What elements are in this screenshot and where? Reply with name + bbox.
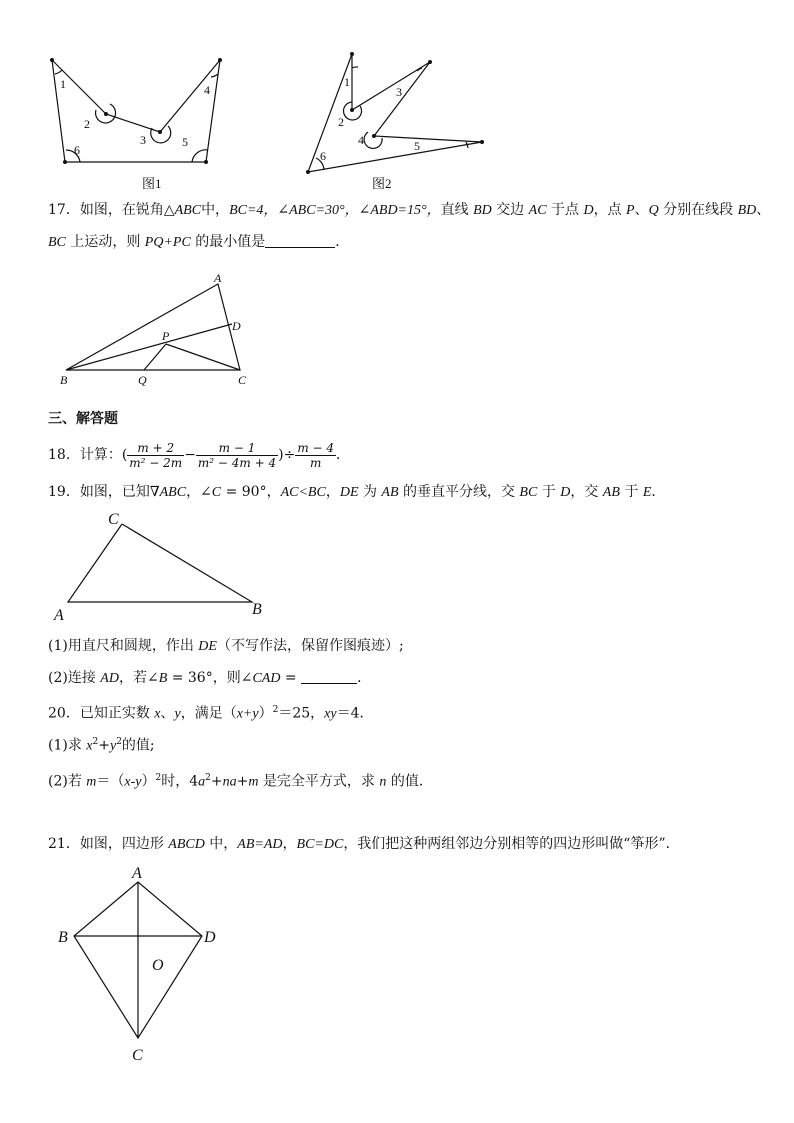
q18-fraction-1: $\frac{m + 2}{\text{m² − 2m}}$ (129, 440, 183, 470)
fig1-label-6: 6 (74, 143, 80, 157)
q17-line2: BC 上运动，则 PQ+PC 的最小值是 ． (48, 234, 350, 250)
q17-label-Q: Q (138, 373, 147, 387)
q17-label-B: B (60, 373, 68, 387)
q20-sub2: (2)若 $m=(x-y)^2$时，$4a^2+na+m$ 是完全平方式，求 n 的值． (48, 773, 433, 790)
q18-line: 18．计算：( $\frac{m + 2}{\text{m² − 2m}}$ − $\frac{m - 1}{\text{m² − 4m + 4}}$ )÷ $\frac{m - 4}{m}$ ． (48, 440, 351, 470)
q19-line1: 19．如图，已知∇ABC，∠C = 90°，AC<BC，DE 为 AB 的垂直平分线，交 BC 于 D，交 AB 于 E． (48, 484, 666, 500)
fig1-caption: 图1 (142, 176, 162, 191)
q17-label-P: P (162, 329, 170, 343)
figure-1 (40, 50, 280, 192)
q19-label-C: C (108, 511, 119, 528)
figure-q17 (56, 272, 266, 390)
fig2-label-4: 4 (358, 133, 364, 147)
q21-label-A: A (132, 865, 142, 882)
q21-line1: 21．如图，四边形 ABCD 中，AB=AD，BC=DC，我们把这种两组邻边分别相等的四边形叫做“筝形”． (48, 836, 680, 852)
fig1-label-1: 1 (60, 77, 66, 91)
q18-fraction-3: $\frac{m - 4}{m}$ (297, 440, 335, 470)
q19-sub2: (2)连接 AD，若∠B = 36°，则∠CAD = ． (48, 670, 372, 686)
q20-line1: 20．已知正实数 x、y，满足$(x+y)^2=25$，xy＝4． (48, 705, 374, 722)
q17-label-D: D (232, 319, 241, 333)
fig2-label-2: 2 (338, 115, 344, 129)
q21-label-B: B (58, 929, 68, 946)
q18-fraction-2: $\frac{m - 1}{\text{m² − 4m + 4}}$ (197, 440, 277, 470)
fig2-label-1: 1 (344, 75, 350, 89)
figure-2 (298, 44, 498, 194)
fig1-label-4: 4 (204, 83, 210, 97)
q19-sub1: (1)用直尺和圆规，作出 DE（不写作法，保留作图痕迹）; (48, 638, 404, 654)
q19-label-B: B (252, 601, 262, 618)
figure-q19 (50, 508, 280, 626)
q17-answer-blank[interactable] (265, 233, 335, 248)
section-3-heading: 三、解答题 (48, 411, 118, 427)
fig2-caption: 图2 (372, 176, 392, 191)
q20-sub1: (1)求 $x^2+y^2$的值; (48, 737, 155, 754)
q17-label-C: C (238, 373, 247, 387)
q21-label-D: D (204, 929, 216, 946)
q17-label-A: A (214, 272, 222, 285)
fig1-label-5: 5 (182, 135, 188, 149)
fig2-label-5: 5 (414, 139, 420, 153)
fig1-label-2: 2 (84, 117, 90, 131)
q21-label-C: C (132, 1047, 143, 1064)
q17-line1: 17．如图，在锐角△ABC中，BC=4，∠ABC=30°，∠ABD=15°，直线 BD 交边 AC 于点 D，点 P、Q 分别在线段 BD、 (48, 202, 771, 218)
q21-label-O: O (152, 957, 164, 974)
fig2-label-3: 3 (396, 85, 402, 99)
fig1-label-3: 3 (140, 133, 146, 147)
figure-q21 (54, 862, 234, 1068)
q19-label-A: A (54, 607, 64, 624)
q19-answer-blank[interactable] (301, 669, 357, 684)
fig2-outline (308, 54, 482, 172)
fig2-label-6: 6 (320, 149, 326, 163)
